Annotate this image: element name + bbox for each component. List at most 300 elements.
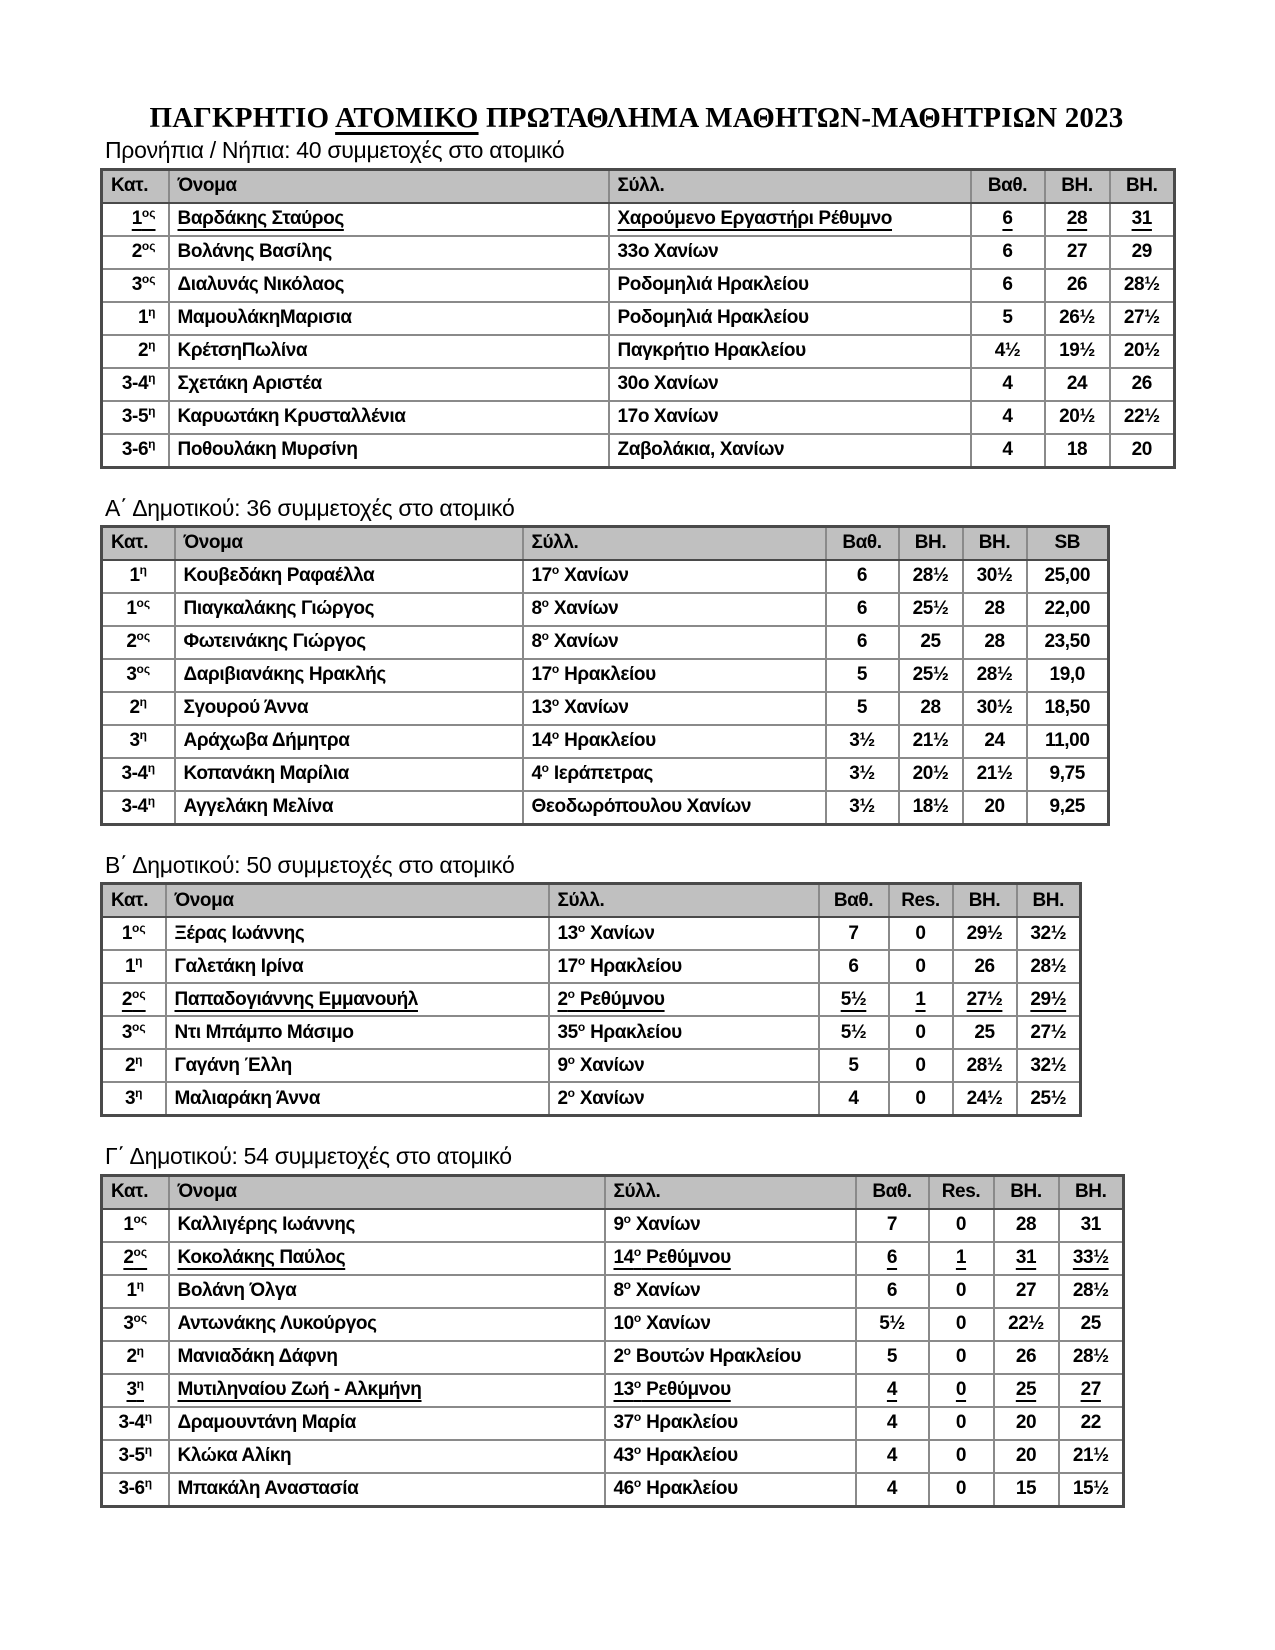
column-header: Res. [889, 884, 953, 918]
superscript: ο [551, 662, 560, 677]
cell-value: 32½ [1017, 1049, 1081, 1082]
column-header: ΒΗ. [953, 884, 1017, 918]
cell-value: 0 [889, 1082, 953, 1116]
cell-rank: $3^{o\varsigma}$ [102, 1016, 166, 1049]
cell-value: 3½ [826, 791, 899, 825]
cell-value: 28½ [953, 1049, 1017, 1082]
cell-value: 28½ [1110, 269, 1175, 302]
superscript: ο [541, 761, 550, 776]
superscript: ο [541, 596, 550, 611]
cell-value: 18½ [899, 791, 963, 825]
cell-value: 27½ [1017, 1016, 1081, 1049]
table-row [102, 725, 1109, 758]
cell-value: 9,25 [1027, 791, 1109, 825]
cell-value: 3½ [826, 758, 899, 791]
cell-name: Δραμουντάνη Μαρία [169, 1407, 605, 1440]
column-header: ΒΗ. [1110, 169, 1175, 203]
results-table-c-dimotikou [100, 1174, 1125, 1508]
cell-value: 22,00 [1027, 593, 1109, 626]
superscript: ος [141, 239, 156, 254]
cell-rank: $1^\eta$ [102, 560, 175, 593]
cell-value: 29½ [953, 917, 1017, 950]
cell-value: 28½ [1017, 950, 1081, 983]
superscript: ος [133, 1245, 148, 1260]
cell-value: 26½ [1045, 302, 1110, 335]
cell-rank: $3-5^\eta$ [102, 401, 169, 434]
cell-name: Γαλετάκη Ιρίνα [166, 950, 549, 983]
table-row [102, 368, 1175, 401]
cell-name: Βολάνης Βασίλης [169, 236, 609, 269]
superscript: η [136, 1278, 144, 1293]
cell-club: $8^o$ Χανίων [523, 626, 826, 659]
superscript: ο [567, 1052, 576, 1067]
superscript: η [139, 563, 147, 578]
cell-value: 24 [963, 725, 1027, 758]
cell-value: 25,00 [1027, 560, 1109, 593]
cell-value: 31 [1059, 1209, 1124, 1242]
superscript: ο [633, 1476, 642, 1491]
cell-rank: $3^{o\varsigma}$ [102, 1308, 169, 1341]
cell-rank: $1^{o\varsigma}$ [102, 593, 175, 626]
cell-value: 1 [889, 983, 953, 1016]
results-table-b-dimotikou [100, 882, 1082, 1117]
cell-club: $2^o$ Χανίων [549, 1082, 819, 1116]
section-a-dimotikou [100, 496, 1275, 826]
cell-value: 25 [899, 626, 963, 659]
header-row [102, 526, 1109, 560]
cell-value: 28 [994, 1209, 1059, 1242]
table-row [102, 1341, 1124, 1374]
cell-value: 24 [1045, 368, 1110, 401]
cell-rank: $2^\eta$ [102, 335, 169, 368]
cell-value: 0 [929, 1374, 994, 1407]
cell-name: Ποθουλάκη Μυρσίνη [169, 434, 609, 468]
column-header: ΒΗ. [1017, 884, 1081, 918]
table-row [102, 401, 1175, 434]
cell-value: 11,00 [1027, 725, 1109, 758]
cell-value: 21½ [963, 758, 1027, 791]
table-row [102, 791, 1109, 825]
cell-club: $14^o$ Ρεθύμνου [605, 1242, 856, 1275]
table-row [102, 1473, 1124, 1507]
table-row [102, 203, 1175, 236]
cell-value: 6 [971, 236, 1045, 269]
cell-value: 20½ [1110, 335, 1175, 368]
superscript: η [148, 404, 156, 419]
superscript: ο [633, 1410, 642, 1425]
superscript: ος [141, 272, 156, 287]
cell-name: Αράχωβα Δήμητρα [175, 725, 523, 758]
cell-value: 0 [929, 1308, 994, 1341]
cell-club: $9^o$ Χανίων [605, 1209, 856, 1242]
cell-value: 15 [994, 1473, 1059, 1507]
column-header: Βαθ. [819, 884, 889, 918]
cell-value: 20 [994, 1407, 1059, 1440]
cell-value: 0 [889, 1016, 953, 1049]
cell-club: Χαρούμενο Εργαστήρι Ρέθυμνο [609, 203, 971, 236]
cell-value: 18 [1045, 434, 1110, 468]
cell-name: Καλλιγέρης Ιωάννης [169, 1209, 605, 1242]
cell-rank: $3-6^\eta$ [102, 1473, 169, 1507]
table-row [102, 1242, 1124, 1275]
table-row [102, 1440, 1124, 1473]
cell-value: 19½ [1045, 335, 1110, 368]
cell-name: Δαριβιανάκης Ηρακλής [175, 659, 523, 692]
cell-value: 28 [963, 626, 1027, 659]
cell-value: 6 [826, 593, 899, 626]
cell-name: Μαλιαράκη Άννα [166, 1082, 549, 1116]
cell-name: Ντι Μπάμπο Μάσιμο [166, 1016, 549, 1049]
cell-club: $17^o$ Χανίων [523, 560, 826, 593]
cell-rank: $2^\eta$ [102, 1341, 169, 1374]
cell-value: 4 [971, 434, 1045, 468]
superscript: η [147, 794, 156, 809]
column-header: Βαθ. [826, 526, 899, 560]
table-row [102, 335, 1175, 368]
cell-value: 4 [971, 401, 1045, 434]
superscript: η [148, 338, 156, 353]
table-row [102, 1308, 1124, 1341]
cell-value: 30½ [963, 692, 1027, 725]
table-row [102, 1374, 1124, 1407]
cell-rank: $1^{o\varsigma}$ [102, 1209, 169, 1242]
title-underlined-word: ΑΤΟΜΙΚΟ [335, 102, 479, 134]
section-label: Γ΄ Δημοτικού: 54 συμμετοχές στο ατομικό [105, 1143, 512, 1170]
cell-value: 33½ [1059, 1242, 1124, 1275]
cell-value: 24½ [953, 1082, 1017, 1116]
cell-value: 0 [929, 1440, 994, 1473]
cell-value: 28½ [1059, 1275, 1124, 1308]
cell-club: $14^o$ Ηρακλείου [523, 725, 826, 758]
superscript: η [144, 1476, 153, 1491]
cell-value: 5 [826, 659, 899, 692]
superscript: ος [141, 206, 156, 221]
superscript: η [148, 371, 156, 386]
cell-value: 25 [953, 1016, 1017, 1049]
cell-value: 23,50 [1027, 626, 1109, 659]
cell-value: 26 [994, 1341, 1059, 1374]
superscript: ος [136, 662, 151, 677]
superscript: η [148, 305, 156, 320]
cell-value: 31 [994, 1242, 1059, 1275]
cell-value: 28½ [963, 659, 1027, 692]
cell-value: 0 [889, 1049, 953, 1082]
superscript: ο [623, 1344, 632, 1359]
table-row [102, 626, 1109, 659]
superscript: ος [133, 1311, 148, 1326]
column-header: ΒΗ. [963, 526, 1027, 560]
superscript: ο [633, 1311, 642, 1326]
superscript: η [136, 1377, 144, 1392]
results-table-a-dimotikou [100, 525, 1110, 826]
superscript: η [144, 1443, 153, 1458]
cell-rank: $3-4^\eta$ [102, 368, 169, 401]
table-row [102, 434, 1175, 468]
header-row [102, 169, 1175, 203]
cell-value: 0 [929, 1341, 994, 1374]
cell-value: 4 [856, 1473, 929, 1507]
superscript: η [135, 1085, 143, 1100]
cell-value: 0 [929, 1209, 994, 1242]
cell-value: 4 [971, 368, 1045, 401]
cell-value: 26 [1045, 269, 1110, 302]
results-table-pronipia [100, 168, 1176, 469]
cell-name: Διαλυνάς Νικόλαος [169, 269, 609, 302]
cell-value: 4½ [971, 335, 1045, 368]
column-header: ΒΗ. [1059, 1175, 1124, 1209]
cell-name: Σχετάκη Αριστέα [169, 368, 609, 401]
cell-value: 5 [856, 1341, 929, 1374]
superscript: ο [633, 1443, 642, 1458]
superscript: ο [541, 629, 550, 644]
cell-value: 6 [819, 950, 889, 983]
superscript: ο [567, 986, 576, 1001]
cell-value: 28 [1045, 203, 1110, 236]
cell-value: 7 [819, 917, 889, 950]
cell-name: Φωτεινάκης Γιώργος [175, 626, 523, 659]
cell-value: 26 [953, 950, 1017, 983]
superscript: ος [132, 920, 146, 935]
cell-name: Αγγελάκη Μελίνα [175, 791, 523, 825]
cell-rank: $2^{o\varsigma}$ [102, 1242, 169, 1275]
cell-value: 25½ [1017, 1082, 1081, 1116]
table-row [102, 1049, 1081, 1082]
cell-value: 21½ [1059, 1440, 1124, 1473]
cell-name: Σγουρού Άννα [175, 692, 523, 725]
cell-value: 6 [856, 1242, 929, 1275]
cell-value: 28½ [899, 560, 963, 593]
cell-club: $43^o$ Ηρακλείου [605, 1440, 856, 1473]
cell-club: Ζαβολάκια, Χανίων [609, 434, 971, 468]
cell-club: $2^o$ Ρεθύμνου [549, 983, 819, 1016]
table-row [102, 917, 1081, 950]
superscript: ο [551, 695, 560, 710]
cell-value: 28½ [1059, 1341, 1124, 1374]
cell-rank: $2^{o\varsigma}$ [102, 236, 169, 269]
superscript: η [147, 761, 156, 776]
cell-value: 27½ [953, 983, 1017, 1016]
cell-value: 25½ [899, 659, 963, 692]
cell-name: Κλώκα Αλίκη [169, 1440, 605, 1473]
column-header: Σύλλ. [605, 1175, 856, 1209]
cell-value: 1 [929, 1242, 994, 1275]
cell-name: Ξέρας Ιωάννης [166, 917, 549, 950]
section-label: Β΄ Δημοτικού: 50 συμμετοχές στο ατομικό [105, 851, 515, 878]
column-header: Κατ. [102, 884, 166, 918]
cell-value: 29 [1110, 236, 1175, 269]
cell-rank: $1^\eta$ [102, 950, 166, 983]
cell-value: 5½ [819, 1016, 889, 1049]
cell-value: 32½ [1017, 917, 1081, 950]
column-header: ΒΗ. [994, 1175, 1059, 1209]
superscript: η [139, 728, 147, 743]
cell-value: 7 [856, 1209, 929, 1242]
superscript: ος [136, 629, 151, 644]
column-header: Σύλλ. [609, 169, 971, 203]
cell-value: 20½ [1045, 401, 1110, 434]
table-row [102, 1275, 1124, 1308]
cell-value: 20 [963, 791, 1027, 825]
cell-rank: $3-5^\eta$ [102, 1440, 169, 1473]
cell-name: Πιαγκαλάκης Γιώργος [175, 593, 523, 626]
table-row [102, 269, 1175, 302]
page-title [100, 102, 1173, 135]
cell-value: 25 [1059, 1308, 1124, 1341]
superscript: ο [577, 1019, 586, 1034]
cell-rank: $3^\eta$ [102, 1374, 169, 1407]
cell-value: 27 [1045, 236, 1110, 269]
cell-value: 4 [819, 1082, 889, 1116]
cell-rank: $3^\eta$ [102, 1082, 166, 1116]
cell-value: 22½ [994, 1308, 1059, 1341]
superscript: ο [577, 953, 586, 968]
cell-value: 5½ [819, 983, 889, 1016]
section-c-dimotikou [100, 1144, 1275, 1507]
table-row [102, 1407, 1124, 1440]
cell-value: 5½ [856, 1308, 929, 1341]
cell-name: Μανιαδάκη Δάφνη [169, 1341, 605, 1374]
superscript: η [135, 1052, 143, 1067]
cell-value: 20 [1110, 434, 1175, 468]
cell-name: ΚρέτσηΠωλίνα [169, 335, 609, 368]
cell-value: 4 [856, 1407, 929, 1440]
cell-value: 0 [929, 1407, 994, 1440]
superscript: ο [633, 1245, 642, 1260]
cell-club: $46^o$ Ηρακλείου [605, 1473, 856, 1507]
cell-value: 28 [963, 593, 1027, 626]
cell-club: $13^o$ Χανίων [523, 692, 826, 725]
cell-rank: $2^\eta$ [102, 692, 175, 725]
table-row [102, 302, 1175, 335]
column-header: Σύλλ. [523, 526, 826, 560]
cell-value: 22½ [1110, 401, 1175, 434]
superscript: ος [133, 1212, 148, 1227]
cell-club: 33ο Χανίων [609, 236, 971, 269]
cell-rank: $3-4^\eta$ [102, 791, 175, 825]
cell-value: 4 [856, 1374, 929, 1407]
cell-value: 5 [826, 692, 899, 725]
cell-rank: $3-6^\eta$ [102, 434, 169, 468]
cell-value: 6 [971, 269, 1045, 302]
cell-value: 19,0 [1027, 659, 1109, 692]
superscript: ο [551, 728, 560, 743]
cell-name: ΜαμουλάκηΜαρισια [169, 302, 609, 335]
cell-name: Καρυωτάκη Κρυσταλλένια [169, 401, 609, 434]
cell-value: 9,75 [1027, 758, 1109, 791]
cell-value: 20½ [899, 758, 963, 791]
cell-name: Μυτιληναίου Ζωή - Αλκμήνη [169, 1374, 605, 1407]
column-header: Res. [929, 1175, 994, 1209]
cell-club: $17^o$ Ηρακλείου [523, 659, 826, 692]
superscript: ο [623, 1278, 632, 1293]
section-label: Προνήπια / Νήπια: 40 συμμετοχές στο ατομικό [105, 137, 565, 164]
column-header: Όνομα [169, 1175, 605, 1209]
cell-value: 31 [1110, 203, 1175, 236]
title-pre: ΠΑΓΚΡΗΤΙΟ [149, 102, 336, 134]
cell-value: 3½ [826, 725, 899, 758]
cell-club: $13^o$ Χανίων [549, 917, 819, 950]
cell-value: 6 [826, 560, 899, 593]
table-row [102, 983, 1081, 1016]
cell-club: $8^o$ Χανίων [523, 593, 826, 626]
cell-value: 0 [929, 1473, 994, 1507]
cell-value: 5 [819, 1049, 889, 1082]
cell-value: 25 [994, 1374, 1059, 1407]
cell-value: 27 [994, 1275, 1059, 1308]
column-header: Σύλλ. [549, 884, 819, 918]
cell-club: $37^o$ Ηρακλείου [605, 1407, 856, 1440]
cell-club: Ροδομηλιά Ηρακλείου [609, 302, 971, 335]
title-post: ΠΡΩΤΑΘΛΗΜΑ ΜΑΘΗΤΩΝ-ΜΑΘΗΤΡΙΩΝ 2023 [478, 102, 1124, 134]
table-row [102, 560, 1109, 593]
section-pronipia [100, 138, 1275, 468]
column-header: Βαθ. [856, 1175, 929, 1209]
cell-club: $17^o$ Ηρακλείου [549, 950, 819, 983]
superscript: η [148, 437, 156, 452]
cell-club: $8^o$ Χανίων [605, 1275, 856, 1308]
column-header: Κατ. [102, 1175, 169, 1209]
cell-value: 27½ [1110, 302, 1175, 335]
cell-rank: $2^\eta$ [102, 1049, 166, 1082]
header-row [102, 884, 1081, 918]
cell-value: 4 [856, 1440, 929, 1473]
superscript: ο [623, 1212, 632, 1227]
table-row [102, 659, 1109, 692]
cell-rank: $1^\eta$ [102, 1275, 169, 1308]
cell-value: 0 [929, 1275, 994, 1308]
cell-rank: $3^{o\varsigma}$ [102, 659, 175, 692]
cell-club: $2^o$ Βουτών Ηρακλείου [605, 1341, 856, 1374]
superscript: η [144, 1410, 153, 1425]
superscript: ο [567, 1085, 576, 1100]
column-header: Βαθ. [971, 169, 1045, 203]
cell-value: 21½ [899, 725, 963, 758]
table-row [102, 950, 1081, 983]
cell-rank: $3-4^\eta$ [102, 758, 175, 791]
cell-value: 5 [971, 302, 1045, 335]
superscript: ος [132, 1019, 146, 1034]
cell-rank: $2^{o\varsigma}$ [102, 626, 175, 659]
cell-value: 30½ [963, 560, 1027, 593]
cell-value: 0 [889, 950, 953, 983]
cell-value: 27 [1059, 1374, 1124, 1407]
superscript: η [136, 1344, 144, 1359]
cell-value: 28 [899, 692, 963, 725]
cell-value: 22 [1059, 1407, 1124, 1440]
column-header: SB [1027, 526, 1109, 560]
cell-club: $10^o$ Χανίων [605, 1308, 856, 1341]
superscript: ο [577, 920, 586, 935]
cell-value: 6 [826, 626, 899, 659]
cell-rank: $3-4^\eta$ [102, 1407, 169, 1440]
cell-name: Κοπανάκη Μαρίλια [175, 758, 523, 791]
table-row [102, 1082, 1081, 1116]
table-row [102, 1209, 1124, 1242]
superscript: ο [551, 563, 560, 578]
cell-name: Αντωνάκης Λυκούργος [169, 1308, 605, 1341]
cell-rank: $1^{o\varsigma}$ [102, 917, 166, 950]
cell-rank: $3^{o\varsigma}$ [102, 269, 169, 302]
cell-name: Παπαδογιάννης Εμμανουήλ [166, 983, 549, 1016]
column-header: Όνομα [166, 884, 549, 918]
section-label: Α΄ Δημοτικού: 36 συμμετοχές στο ατομικό [105, 494, 515, 521]
cell-value: 29½ [1017, 983, 1081, 1016]
cell-name: Βολάνη Όλγα [169, 1275, 605, 1308]
column-header: Όνομα [169, 169, 609, 203]
superscript: ος [136, 596, 151, 611]
column-header: Κατ. [102, 169, 169, 203]
cell-name: Γαγάνη Έλλη [166, 1049, 549, 1082]
